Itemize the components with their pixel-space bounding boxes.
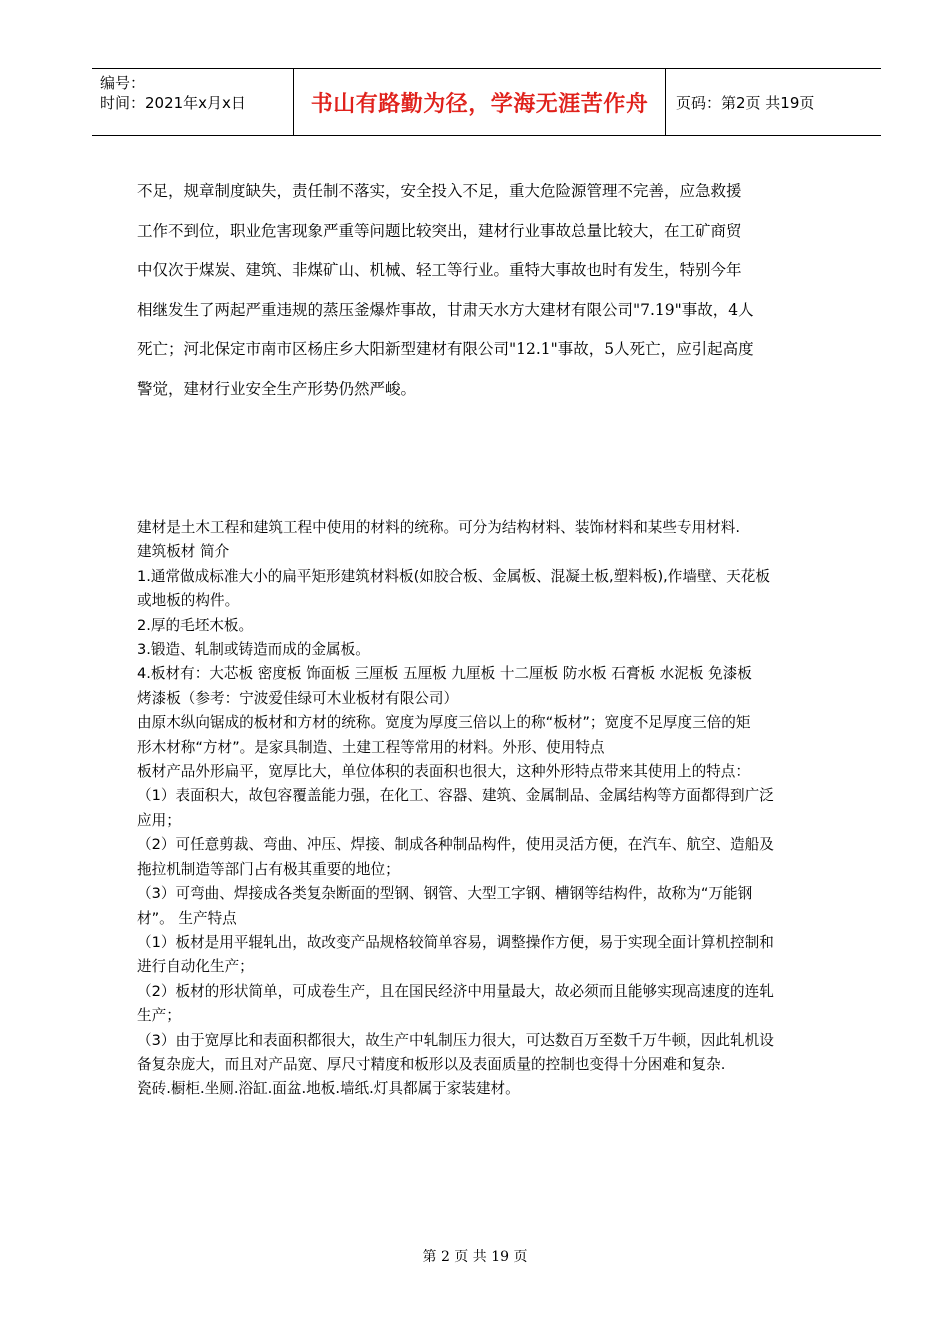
header-page-cell (666, 69, 881, 135)
section-heading: 建筑板材 简介 (137, 543, 230, 561)
body-line: （2）可任意剪裁、弯曲、冲压、焊接、制成各种制品构件，使用灵活方便，在汽车、航空、造船及 (137, 836, 774, 854)
body-line: （3）可弯曲、焊接成各类复杂断面的型钢、钢管、大型工字钢、槽钢等结构件，故称为“万能钢 (137, 885, 753, 903)
body-line: 烤漆板（参考：宁波爱佳绿可木业板材有限公司） (137, 689, 459, 707)
body-line: 4.板材有：大芯板 密度板 饰面板 三厘板 五厘板 九厘板 十二厘板 防水板 石膏板 水泥板 免漆板 (137, 665, 752, 683)
intro-line: 中仅次于煤炭、建筑、非煤矿山、机械、轻工等行业。重特大事故也时有发生，特别今年 (137, 261, 742, 279)
number-label: 编号： (100, 74, 146, 92)
closing-line: 瓷砖.橱柜.坐厕.浴缸.面盆.地板.墙纸.灯具都属于家装建材。 (137, 1080, 520, 1098)
body-line: 材”。 生产特点 (137, 909, 237, 927)
page-footer: 第 2 页 共 19 页 (422, 1249, 528, 1265)
page-number-label: 页码：第2页 共19页 (676, 93, 815, 112)
header-left-cell (92, 69, 293, 135)
intro-line: 警觉，建材行业安全生产形势仍然严峻。 (137, 379, 417, 398)
page-header (92, 68, 881, 136)
intro-line: 相继发生了两起严重违规的蒸压釜爆炸事故，甘肃天水方大建材有限公司"7.19"事故，4人 (137, 300, 754, 319)
body-line: 1.通常做成标准大小的扁平矩形建筑材料板(如胶合板、金属板、混凝土板,塑料板),作墙壁、天花板 (137, 567, 770, 585)
body-line: （3）由于宽厚比和表面积都很大，故生产中轧制压力很大，可达数百万至数千万牛顿，因此轧机设 (137, 1031, 774, 1049)
body-line: 进行自动化生产； (137, 958, 254, 976)
building-materials-section (137, 516, 847, 1102)
body-line: 3.锻造、轧制或铸造而成的金属板。 (137, 641, 370, 659)
body-line: 由原木纵向锯成的板材和方材的统称。宽度为厚度三倍以上的称“板材”；宽度不足厚度三倍的矩 (137, 714, 751, 732)
body-line: （1）表面积大，故包容覆盖能力强，在化工、容器、建筑、金属制品、金属结构等方面都得到广泛 (137, 787, 774, 805)
intro-line: 不足，规章制度缺失，责任制不落实，安全投入不足，重大危险源管理不完善，应急救援 (137, 182, 742, 200)
body-line: 应用； (137, 811, 181, 829)
body-line: 生产； (137, 1007, 181, 1025)
intro-line: 工作不到位，职业危害现象严重等问题比较突出，建材行业事故总量比较大，在工矿商贸 (137, 221, 742, 240)
body-line: （2）板材的形状简单，可成卷生产，且在国民经济中用量最大，故必须而且能够实现高速度的连轧 (137, 982, 774, 1000)
body-line: （1）板材是用平辊轧出，故改变产品规格较简单容易，调整操作方便，易于实现全面计算机控制和 (137, 933, 774, 951)
body-line: 板材产品外形扁平，宽厚比大，单位体积的表面积也很大，这种外形特点带来其使用上的特点： (137, 763, 750, 781)
body-line: 形木材称“方材”。是家具制造、土建工程等常用的材料。外形、使用特点 (137, 738, 605, 756)
time-label: 时间：2021年x月x日 (100, 94, 246, 112)
body-line: 备复杂庞大，而且对产品宽、厚尺寸精度和板形以及表面质量的控制也变得十分困难和复杂. (137, 1055, 726, 1073)
intro-line: 死亡；河北保定市南市区杨庄乡大阳新型建材有限公司"12.1"事故，5人死亡，应引起高度 (137, 340, 754, 358)
body-line: 或地板的构件。 (137, 592, 240, 610)
intro-paragraph (137, 172, 842, 409)
body-line: 2.厚的毛坯木板。 (137, 616, 254, 634)
header-motto-cell (293, 69, 666, 135)
motto-text: 书山有路勤为径，学海无涯苦作舟 (310, 91, 649, 117)
body-line: 建材是土木工程和建筑工程中使用的材料的统称。可分为结构材料、装饰材料和某些专用材料. (137, 519, 740, 536)
body-line: 拖拉机制造等部门占有极其重要的地位； (137, 860, 400, 878)
